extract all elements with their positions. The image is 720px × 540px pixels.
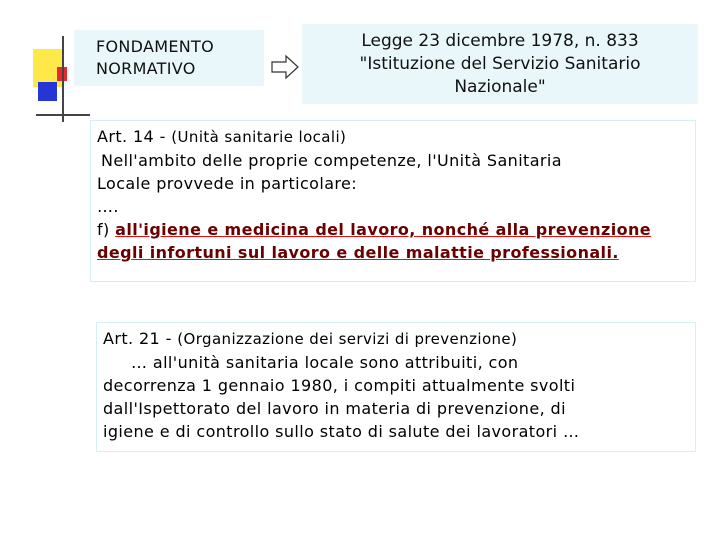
- article-14-box: [90, 120, 696, 282]
- decor-vertical-line: [62, 36, 64, 122]
- article-21-text-line4: igiene e di controllo sullo stato di salute dei lavoratori …: [103, 422, 580, 441]
- law-title-line1: Legge 23 dicembre 1978, n. 833: [361, 31, 639, 51]
- article-14-ellipsis: ….: [97, 197, 119, 216]
- article-21-box: [96, 322, 696, 452]
- article-14-title: (Unità sanitarie locali): [171, 128, 347, 146]
- article-14-item-f: [97, 218, 689, 241]
- article-21-number: Art. 21 -: [103, 329, 178, 348]
- decor-blue-square: [38, 82, 57, 101]
- right-arrow-icon: [270, 52, 300, 82]
- article-14-text-line2: Locale provvede in particolare:: [97, 174, 358, 193]
- article-14-item-f-line2: degli infortuni sul lavoro e delle malattie professionali.: [97, 243, 619, 262]
- article-14-number: Art. 14 -: [97, 127, 172, 146]
- article-21-text-line2: decorrenza 1 gennaio 1980, i compiti attualmente svolti: [103, 376, 576, 395]
- section-title-line2: NORMATIVO: [96, 59, 196, 78]
- section-title-box: [74, 30, 264, 86]
- article-14-item-f-line1: all'igiene e medicina del lavoro, nonché alla prevenzione: [115, 220, 652, 239]
- article-14-item-f-label: f): [97, 220, 116, 239]
- law-title-line2: "Istituzione del Servizio Sanitario: [359, 54, 641, 74]
- decor-horizontal-line: [36, 114, 90, 116]
- article-21-text-line1: … all'unità sanitaria locale sono attribuiti, con: [131, 353, 519, 372]
- section-title-line1: FONDAMENTO: [96, 37, 214, 56]
- article-14-heading: [97, 125, 689, 149]
- article-21-text-line3: dall'Ispettorato del lavoro in materia di prevenzione, di: [103, 399, 566, 418]
- article-14-text-line1: Nell'ambito delle proprie competenze, l'Unità Sanitaria: [101, 151, 562, 170]
- law-title-box: [302, 24, 698, 104]
- law-title-line3: Nazionale": [454, 77, 546, 97]
- article-21-heading: [103, 327, 689, 351]
- article-21-title: (Organizzazione dei servizi di prevenzione): [177, 330, 518, 348]
